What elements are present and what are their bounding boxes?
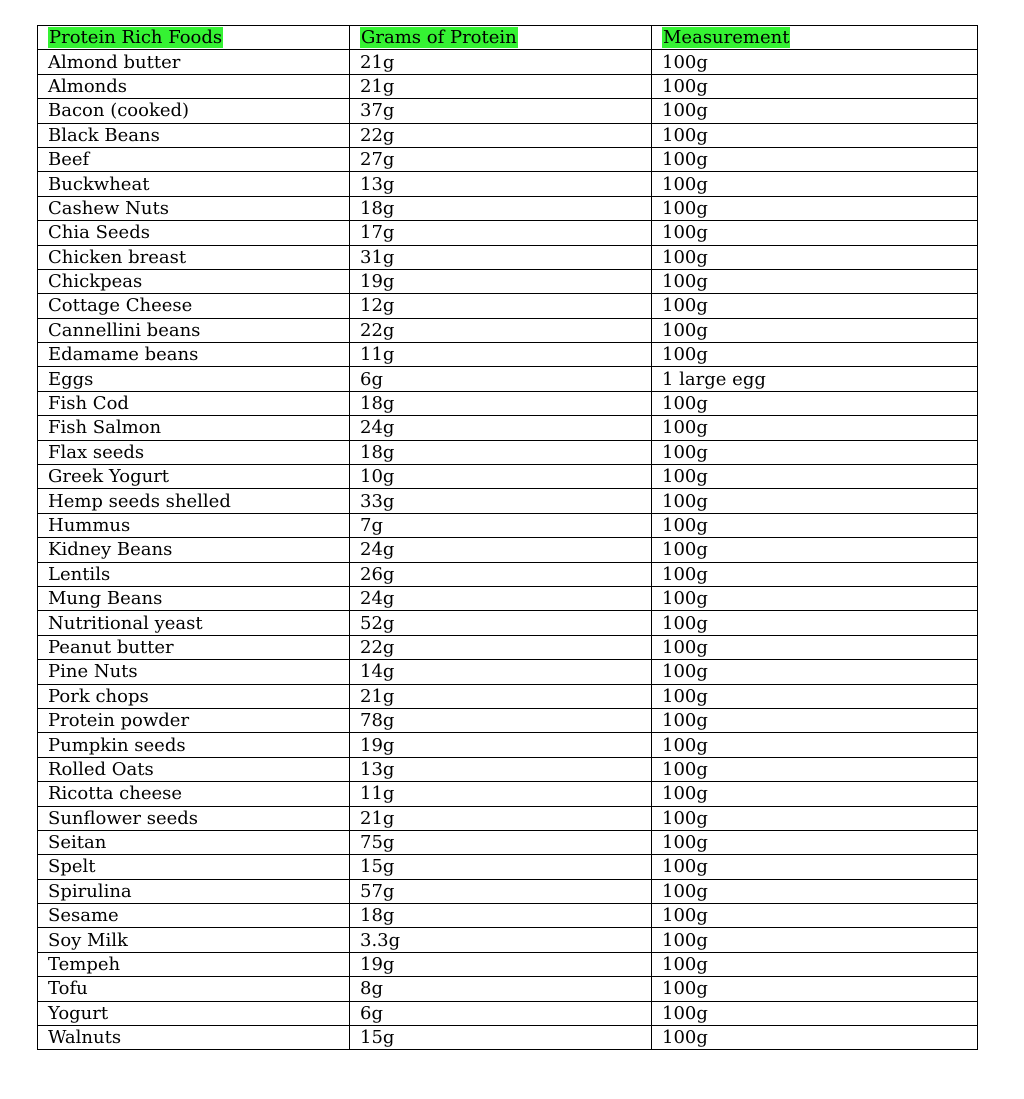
grams-cell: 13g bbox=[350, 172, 652, 196]
table-row bbox=[38, 977, 978, 1001]
table-row bbox=[38, 513, 978, 537]
food-cell: Walnuts bbox=[38, 1026, 350, 1050]
food-cell: Ricotta cheese bbox=[38, 782, 350, 806]
grams-cell: 19g bbox=[350, 269, 652, 293]
table-row bbox=[38, 489, 978, 513]
food-cell: Yogurt bbox=[38, 1001, 350, 1025]
table-row bbox=[38, 318, 978, 342]
measurement-cell: 100g bbox=[652, 343, 978, 367]
food-cell: Black Beans bbox=[38, 123, 350, 147]
table-row bbox=[38, 123, 978, 147]
measurement-cell: 100g bbox=[652, 855, 978, 879]
food-cell: Almonds bbox=[38, 74, 350, 98]
protein-table bbox=[37, 25, 978, 1050]
grams-cell: 18g bbox=[350, 904, 652, 928]
measurement-cell: 100g bbox=[652, 489, 978, 513]
measurement-cell: 100g bbox=[652, 538, 978, 562]
table-row bbox=[38, 74, 978, 98]
grams-cell: 21g bbox=[350, 806, 652, 830]
grams-cell: 57g bbox=[350, 879, 652, 903]
food-cell: Chickpeas bbox=[38, 269, 350, 293]
grams-cell: 21g bbox=[350, 50, 652, 74]
table-row bbox=[38, 269, 978, 293]
table-row bbox=[38, 147, 978, 171]
food-cell: Protein powder bbox=[38, 708, 350, 732]
measurement-cell: 100g bbox=[652, 782, 978, 806]
food-cell: Fish Cod bbox=[38, 391, 350, 415]
grams-cell: 27g bbox=[350, 147, 652, 171]
measurement-cell: 100g bbox=[652, 294, 978, 318]
grams-cell: 21g bbox=[350, 684, 652, 708]
food-cell: Beef bbox=[38, 147, 350, 171]
food-cell: Sesame bbox=[38, 904, 350, 928]
grams-cell: 18g bbox=[350, 196, 652, 220]
table-row bbox=[38, 416, 978, 440]
measurement-cell: 100g bbox=[652, 245, 978, 269]
grams-cell: 15g bbox=[350, 855, 652, 879]
table-row bbox=[38, 733, 978, 757]
measurement-cell: 100g bbox=[652, 196, 978, 220]
measurement-cell: 100g bbox=[652, 806, 978, 830]
measurement-cell: 100g bbox=[652, 50, 978, 74]
food-cell: Edamame beans bbox=[38, 343, 350, 367]
grams-cell: 3.3g bbox=[350, 928, 652, 952]
table-row bbox=[38, 904, 978, 928]
food-cell: Almond butter bbox=[38, 50, 350, 74]
table-row bbox=[38, 50, 978, 74]
grams-cell: 17g bbox=[350, 221, 652, 245]
grams-cell: 78g bbox=[350, 708, 652, 732]
measurement-cell: 100g bbox=[652, 99, 978, 123]
grams-cell: 31g bbox=[350, 245, 652, 269]
measurement-cell: 100g bbox=[652, 928, 978, 952]
measurement-cell: 100g bbox=[652, 269, 978, 293]
grams-cell: 26g bbox=[350, 562, 652, 586]
table-row bbox=[38, 245, 978, 269]
table-row bbox=[38, 757, 978, 781]
table-row bbox=[38, 684, 978, 708]
food-cell: Spirulina bbox=[38, 879, 350, 903]
grams-cell: 21g bbox=[350, 74, 652, 98]
table-row bbox=[38, 708, 978, 732]
header-cell-measurement bbox=[652, 26, 978, 50]
measurement-cell: 100g bbox=[652, 611, 978, 635]
grams-cell: 7g bbox=[350, 513, 652, 537]
table-row bbox=[38, 391, 978, 415]
table-row bbox=[38, 879, 978, 903]
food-cell: Fish Salmon bbox=[38, 416, 350, 440]
table-row bbox=[38, 440, 978, 464]
food-cell: Seitan bbox=[38, 830, 350, 854]
food-cell: Buckwheat bbox=[38, 172, 350, 196]
measurement-cell: 100g bbox=[652, 513, 978, 537]
table-row bbox=[38, 830, 978, 854]
table-row bbox=[38, 611, 978, 635]
food-cell: Hemp seeds shelled bbox=[38, 489, 350, 513]
food-cell: Pork chops bbox=[38, 684, 350, 708]
measurement-cell: 100g bbox=[652, 416, 978, 440]
header-food-label: Protein Rich Foods bbox=[49, 27, 223, 49]
table-row bbox=[38, 855, 978, 879]
food-cell: Pumpkin seeds bbox=[38, 733, 350, 757]
header-grams-label: Grams of Protein bbox=[361, 27, 517, 49]
grams-cell: 24g bbox=[350, 586, 652, 610]
measurement-cell: 100g bbox=[652, 757, 978, 781]
header-cell-food bbox=[38, 26, 350, 50]
grams-cell: 12g bbox=[350, 294, 652, 318]
table-row bbox=[38, 586, 978, 610]
measurement-cell: 100g bbox=[652, 1001, 978, 1025]
table-row bbox=[38, 172, 978, 196]
measurement-cell: 100g bbox=[652, 318, 978, 342]
grams-cell: 14g bbox=[350, 660, 652, 684]
table-row bbox=[38, 294, 978, 318]
measurement-cell: 100g bbox=[652, 733, 978, 757]
measurement-cell: 100g bbox=[652, 147, 978, 171]
table-row bbox=[38, 465, 978, 489]
table-row bbox=[38, 635, 978, 659]
table-row bbox=[38, 538, 978, 562]
grams-cell: 75g bbox=[350, 830, 652, 854]
grams-cell: 19g bbox=[350, 733, 652, 757]
measurement-cell: 100g bbox=[652, 586, 978, 610]
header-measurement-label: Measurement bbox=[663, 27, 790, 49]
food-cell: Tempeh bbox=[38, 952, 350, 976]
grams-cell: 22g bbox=[350, 635, 652, 659]
table-row bbox=[38, 782, 978, 806]
measurement-cell: 100g bbox=[652, 123, 978, 147]
measurement-cell: 100g bbox=[652, 465, 978, 489]
measurement-cell: 100g bbox=[652, 74, 978, 98]
food-cell: Rolled Oats bbox=[38, 757, 350, 781]
grams-cell: 10g bbox=[350, 465, 652, 489]
grams-cell: 19g bbox=[350, 952, 652, 976]
food-cell: Chia Seeds bbox=[38, 221, 350, 245]
table-row bbox=[38, 343, 978, 367]
table-row bbox=[38, 367, 978, 391]
food-cell: Chicken breast bbox=[38, 245, 350, 269]
grams-cell: 18g bbox=[350, 391, 652, 415]
grams-cell: 15g bbox=[350, 1026, 652, 1050]
grams-cell: 8g bbox=[350, 977, 652, 1001]
food-cell: Pine Nuts bbox=[38, 660, 350, 684]
grams-cell: 24g bbox=[350, 416, 652, 440]
table-row bbox=[38, 1026, 978, 1050]
header-cell-grams bbox=[350, 26, 652, 50]
measurement-cell: 100g bbox=[652, 172, 978, 196]
table-row bbox=[38, 806, 978, 830]
food-cell: Greek Yogurt bbox=[38, 465, 350, 489]
food-cell: Lentils bbox=[38, 562, 350, 586]
table-row bbox=[38, 562, 978, 586]
food-cell: Hummus bbox=[38, 513, 350, 537]
measurement-cell: 100g bbox=[652, 977, 978, 1001]
food-cell: Cannellini beans bbox=[38, 318, 350, 342]
food-cell: Bacon (cooked) bbox=[38, 99, 350, 123]
food-cell: Peanut butter bbox=[38, 635, 350, 659]
food-cell: Eggs bbox=[38, 367, 350, 391]
measurement-cell: 100g bbox=[652, 221, 978, 245]
measurement-cell: 100g bbox=[652, 1026, 978, 1050]
table-body bbox=[38, 50, 978, 1050]
food-cell: Spelt bbox=[38, 855, 350, 879]
grams-cell: 6g bbox=[350, 367, 652, 391]
measurement-cell: 100g bbox=[652, 708, 978, 732]
grams-cell: 22g bbox=[350, 318, 652, 342]
food-cell: Cashew Nuts bbox=[38, 196, 350, 220]
measurement-cell: 100g bbox=[652, 952, 978, 976]
grams-cell: 24g bbox=[350, 538, 652, 562]
food-cell: Soy Milk bbox=[38, 928, 350, 952]
grams-cell: 52g bbox=[350, 611, 652, 635]
grams-cell: 11g bbox=[350, 343, 652, 367]
food-cell: Flax seeds bbox=[38, 440, 350, 464]
grams-cell: 37g bbox=[350, 99, 652, 123]
table-row bbox=[38, 221, 978, 245]
food-cell: Mung Beans bbox=[38, 586, 350, 610]
table-row bbox=[38, 928, 978, 952]
food-cell: Tofu bbox=[38, 977, 350, 1001]
grams-cell: 22g bbox=[350, 123, 652, 147]
measurement-cell: 100g bbox=[652, 684, 978, 708]
header-row bbox=[38, 26, 978, 50]
table-row bbox=[38, 196, 978, 220]
food-cell: Kidney Beans bbox=[38, 538, 350, 562]
table-row bbox=[38, 99, 978, 123]
measurement-cell: 100g bbox=[652, 635, 978, 659]
grams-cell: 11g bbox=[350, 782, 652, 806]
grams-cell: 6g bbox=[350, 1001, 652, 1025]
grams-cell: 33g bbox=[350, 489, 652, 513]
food-cell: Sunflower seeds bbox=[38, 806, 350, 830]
measurement-cell: 100g bbox=[652, 562, 978, 586]
measurement-cell: 100g bbox=[652, 830, 978, 854]
grams-cell: 18g bbox=[350, 440, 652, 464]
measurement-cell: 100g bbox=[652, 904, 978, 928]
table-row bbox=[38, 952, 978, 976]
grams-cell: 13g bbox=[350, 757, 652, 781]
table-row bbox=[38, 660, 978, 684]
measurement-cell: 100g bbox=[652, 440, 978, 464]
food-cell: Cottage Cheese bbox=[38, 294, 350, 318]
measurement-cell: 100g bbox=[652, 660, 978, 684]
table-row bbox=[38, 1001, 978, 1025]
measurement-cell: 100g bbox=[652, 391, 978, 415]
measurement-cell: 100g bbox=[652, 879, 978, 903]
measurement-cell: 1 large egg bbox=[652, 367, 978, 391]
food-cell: Nutritional yeast bbox=[38, 611, 350, 635]
